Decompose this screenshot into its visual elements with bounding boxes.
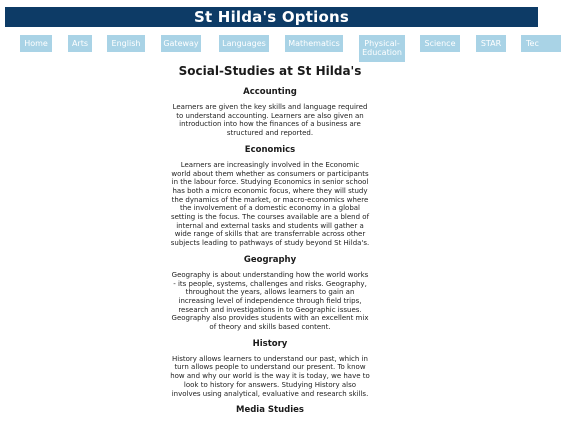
section-geography xyxy=(0,253,540,332)
nav-item-mathematics[interactable]: Mathematics xyxy=(285,35,343,52)
section-heading: History xyxy=(252,338,288,349)
nav-item-english[interactable]: English xyxy=(107,35,145,52)
site-title-banner: St Hilda's Options xyxy=(5,7,538,27)
section-heading: Economics xyxy=(244,144,296,155)
section-body: Learners are given the key skills and language required to understand accounting. Learners are also given an introduction into how the finances of a business are structured and reported. xyxy=(172,103,368,138)
section-body: Learners are increasingly involved in the Economic world about them whether as consumers or participants in the labour force. Studying Economics in senior school has both a micro economic focus, where they will study the dynamics of the market, or macro-economics where the involvement of a domestic economy in a global setting is the focus. The courses available are a blend of internal and external tasks and students will gather a wide range of skills that are transferrable across other subjects leading to pathways of study beyond St Hilda's. xyxy=(170,160,370,248)
nav-item-physical-education[interactable]: Physical-Education xyxy=(359,35,405,62)
nav-item-tec[interactable]: Tec xyxy=(521,35,561,52)
section-heading: Geography xyxy=(243,254,297,265)
nav-item-science[interactable]: Science xyxy=(420,35,460,52)
section-accounting xyxy=(0,85,540,138)
section-heading: Media Studies xyxy=(236,405,304,416)
section-history xyxy=(0,337,540,399)
section-body: History allows learners to understand our past, which in turn allows people to understand our present. To know how and why our world is the way it is today, we have to look to history for answers. Studying History also involves using analytical, evaluative and research skills. xyxy=(170,354,370,398)
section-heading: Accounting xyxy=(243,87,297,97)
page-title: Social-Studies at St Hilda's xyxy=(178,64,362,78)
section-media-studies xyxy=(0,403,540,417)
nav-item-star[interactable]: STAR xyxy=(476,35,506,52)
nav-item-home[interactable]: Home xyxy=(20,35,52,52)
nav-item-arts[interactable]: Arts xyxy=(68,35,92,52)
nav-item-gateway[interactable]: Gateway xyxy=(161,35,201,52)
section-economics xyxy=(0,143,540,248)
nav-item-languages[interactable]: Languages xyxy=(219,35,269,52)
section-body: Geography is about understanding how the world works - its people, systems, challenges and risks. Geography, throughout the years, allows learners to gain an increasing level of independence through field trips, research and investigations in to Geographic issues. Geography also provides students with an excellent mix of theory and skills based content. xyxy=(171,270,369,332)
main-content xyxy=(0,62,540,421)
